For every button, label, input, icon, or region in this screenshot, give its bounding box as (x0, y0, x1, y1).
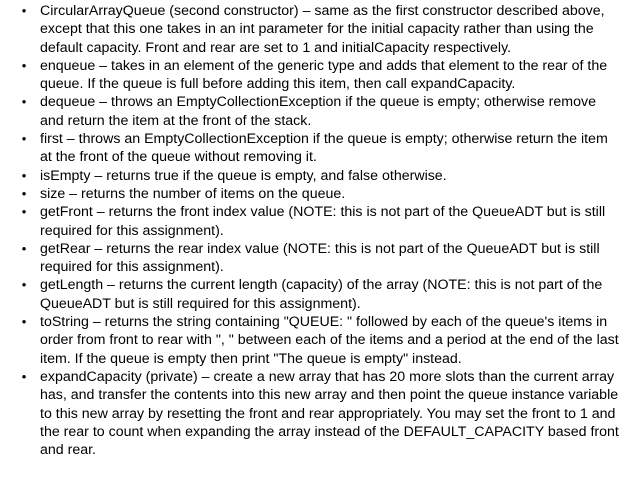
bullet-text: getFront – returns the front index value (NOTE: this is not part of the QueueADT but is still required for this assignment). (40, 204, 606, 239)
bullet-icon: • (21, 204, 27, 220)
bullet-item-getrear (0, 240, 631, 277)
bullet-icon: • (21, 131, 27, 147)
bullet-icon: • (21, 240, 27, 256)
bullet-item-size (0, 185, 631, 203)
bullet-item-expandcapacity (0, 368, 631, 459)
bullet-text: getRear – returns the rear index value (NOTE: this is not part of the QueueADT but is still required for this assignment). (40, 240, 600, 276)
bullet-icon: • (21, 277, 27, 293)
bullet-text: getLength – returns the current length (capacity) of the array (NOTE: this is not part of the QueueADT but is still required for this assignment). (40, 277, 603, 312)
method-bullet-list (0, 2, 631, 459)
bullet-text: dequeue – throws an EmptyCollectionException if the queue is empty; otherwise remove and return the item at the front of the stack. (40, 94, 596, 129)
bullet-text: CircularArrayQueue (second constructor) – same as the first constructor described above, except that this one takes in an int parameter for the initial capacity rather than using the default capacity. Front and rear are set to 1 and initialCapacity respectively. (40, 3, 605, 56)
bullet-text: first – throws an EmptyCollectionException if the queue is empty; otherwise return the item at the front of the queue without removing it. (40, 131, 608, 166)
bullet-item-constructor (0, 2, 631, 57)
bullet-icon: • (21, 185, 27, 201)
bullet-icon: • (21, 57, 27, 73)
bullet-item-first (0, 130, 631, 167)
bullet-item-enqueue (0, 57, 631, 94)
bullet-text: enqueue – takes in an element of the generic type and adds that element to the rear of the queue. If the queue is full before adding this item, then call expandCapacity. (40, 57, 608, 93)
bullet-icon: • (21, 3, 27, 18)
bullet-text: isEmpty – returns true if the queue is empty, and false otherwise. (40, 167, 447, 184)
bullet-text: expandCapacity (private) – create a new array that has 20 more slots than the current array has, and transfer the contents into this new array and then point the queue instance variable to this new array by resetting the front and rear appropriately. You may set the front to 1 and the rear to count when expanding the array instead of the DEFAULT_CAPACITY based front and rear. (40, 368, 619, 459)
bullet-item-getlength (0, 276, 631, 313)
bullet-icon: • (21, 167, 27, 183)
bullet-icon: • (21, 314, 27, 330)
document-body (0, 2, 631, 459)
bullet-icon: • (21, 368, 27, 384)
bullet-item-dequeue (0, 93, 631, 130)
bullet-text: toString – returns the string containing "QUEUE: " followed by each of the queue's items in order from front to rear with ", " between each of the items and a period at the end of the last item. If the queue is empty then print "The queue is empty" instead. (40, 314, 619, 367)
bullet-icon: • (21, 94, 27, 110)
bullet-text: size – returns the number of items on the queue. (40, 185, 346, 202)
bullet-item-tostring (0, 313, 631, 368)
bullet-item-isempty (0, 167, 631, 185)
bullet-item-getfront (0, 203, 631, 240)
